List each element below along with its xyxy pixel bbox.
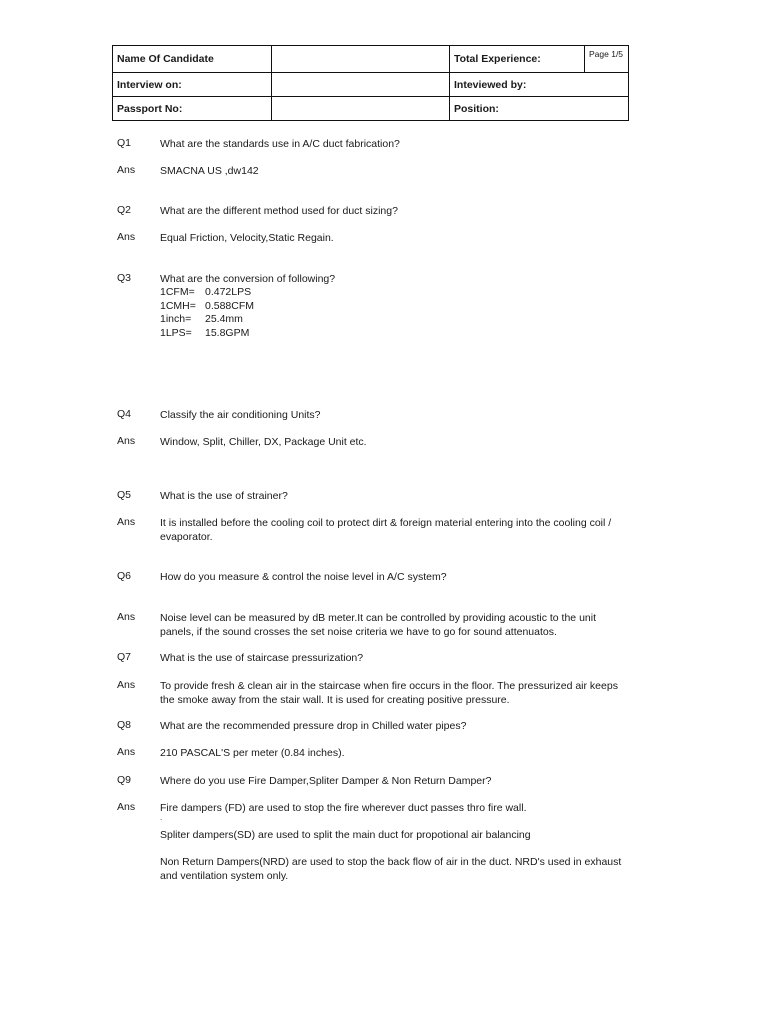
conversion-row (160, 286, 630, 300)
answer-text: 210 PASCAL'S per meter (0.84 inches). (160, 747, 345, 759)
question-tag: Q4 (117, 408, 132, 420)
conversion-rows (160, 286, 630, 340)
question-tag: Q8 (117, 719, 132, 731)
name-label: Name Of Candidate (113, 46, 272, 73)
answer-tag: Ans (117, 746, 136, 758)
question-text: What are the conversion of following? (160, 273, 336, 285)
answer-tag: Ans (117, 231, 136, 243)
answer-tag: Ans (117, 516, 136, 528)
answer-text: Fire dampers (FD) are used to stop the fire wherever duct passes thro fire wall. (160, 802, 527, 814)
question-tag: Q3 (117, 272, 132, 284)
question-text: What are the recommended pressure drop in Chilled water pipes? (160, 720, 467, 732)
question-tag: Q6 (117, 570, 132, 582)
answer-text: Equal Friction, Velocity,Static Regain. (160, 232, 334, 244)
question-text: What are the standards use in A/C duct fabrication? (160, 138, 400, 150)
total-experience-label: Total Experience: (450, 46, 585, 73)
passport-value (272, 97, 450, 121)
question-text: What is the use of strainer? (160, 490, 288, 502)
conversion-unit: 1LPS= (160, 326, 192, 339)
conversion-row (160, 313, 630, 327)
answer-text: SMACNA US ,dw142 (160, 165, 259, 177)
conversion-value: 0.472LPS (205, 286, 252, 298)
conversion-value: 15.8GPM (205, 326, 250, 339)
question-text: What is the use of staircase pressurization? (160, 652, 364, 664)
conversion-row (160, 300, 630, 314)
page-number: Page 1/5 (585, 46, 629, 73)
position-label: Position: (450, 97, 629, 121)
answer-tag: Ans (117, 164, 136, 176)
answer-paragraph: Spliter dampers(SD) are used to split the main duct for propotional air balancing (160, 829, 531, 841)
answer-paragraph: Non Return Dampers(NRD) are used to stop the back flow of air in the duct. NRD's used in exhaust and ventilation system only. (160, 856, 622, 882)
conversion-unit: 1CFM= (160, 286, 195, 298)
answer-tag: Ans (117, 679, 136, 691)
conversion-unit: 1CMH= (160, 299, 196, 312)
question-tag: Q2 (117, 204, 132, 216)
question-tag: Q1 (117, 137, 132, 149)
conversion-unit: 1inch= (160, 313, 192, 325)
name-value (272, 46, 450, 73)
question-tag: Q9 (117, 774, 132, 786)
conversion-row (160, 327, 630, 341)
answer-tag: Ans (117, 435, 136, 447)
question-tag: Q5 (117, 489, 132, 501)
question-tag: Q7 (117, 651, 132, 663)
interviewed-by-label: Inteviewed by: (450, 73, 629, 97)
passport-label: Passport No: (113, 97, 272, 121)
candidate-info-table (112, 45, 629, 121)
answer-text: Window, Split, Chiller, DX, Package Unit etc. (160, 436, 367, 448)
interview-on-label: Interview on: (113, 73, 272, 97)
answer-tag: Ans (117, 611, 136, 623)
conversion-value: 25.4mm (205, 313, 243, 325)
interview-on-value (272, 73, 450, 97)
answer-tag: Ans (117, 801, 136, 813)
question-text: Where do you use Fire Damper,Spliter Damper & Non Return Damper? (160, 775, 492, 787)
question-text: What are the different method used for duct sizing? (160, 205, 398, 217)
answer-text: To provide fresh & clean air in the staircase when fire occurs in the floor. The pressurized air keeps the smoke away from the stair wall. It is used for creating positive pressure. (160, 680, 618, 706)
question-text: Classify the air conditioning Units? (160, 409, 321, 421)
conversion-value: 0.588CFM (205, 299, 255, 312)
separator-dot: . (160, 813, 163, 822)
header-row-interview (113, 73, 629, 97)
header-row-name (113, 46, 629, 73)
answer-text: Noise level can be measured by dB meter.It can be controlled by providing acoustic to the unit panels, if the sound crosses the set noise criteria we have to go for sound attenuatos. (160, 612, 596, 638)
question-text: How do you measure & control the noise level in A/C system? (160, 571, 447, 583)
header-row-passport (113, 97, 629, 121)
answer-text: It is installed before the cooling coil to protect dirt & foreign material entering into the cooling coil / evaporator. (160, 517, 612, 543)
